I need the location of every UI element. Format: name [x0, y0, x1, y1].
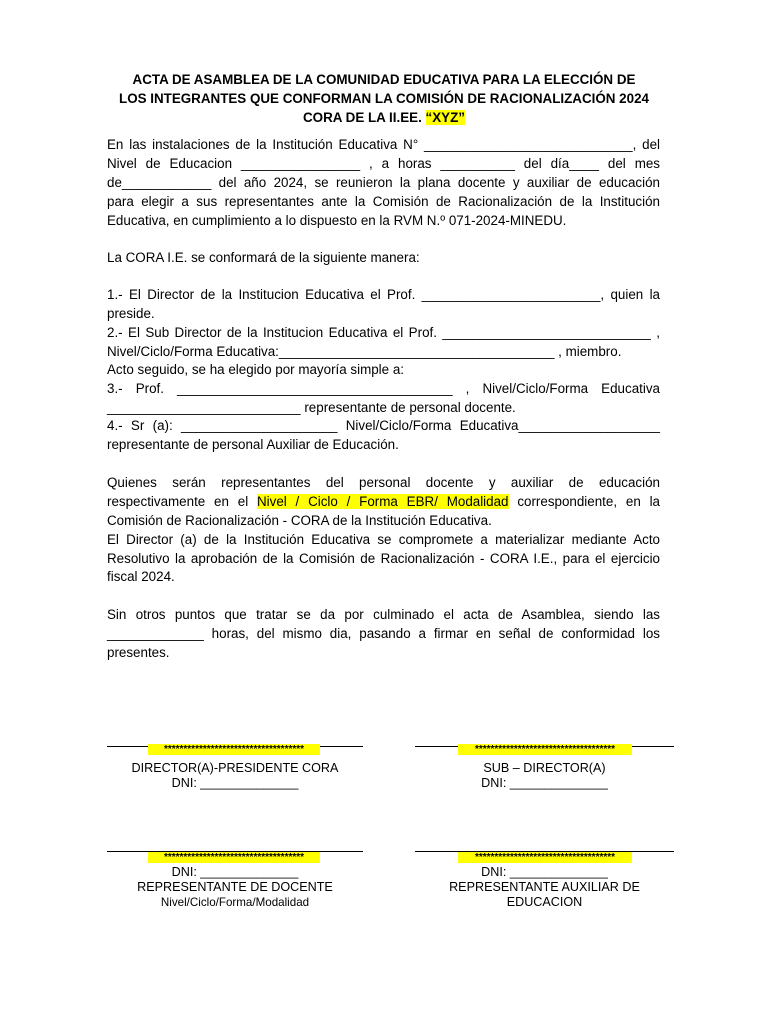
- closing-line-3: presentes.: [107, 645, 170, 660]
- reps-line-2-pre: respectivamente en el: [107, 494, 257, 509]
- auxiliar-stars: ************************************: [458, 852, 632, 863]
- closing-line-2: _____________ horas, del mismo dia, pasando a firmar en señal de conformidad los: [107, 626, 660, 641]
- reps-line-2-post: correspondiente, en la: [508, 494, 660, 509]
- docente-role: REPRESENTANTE DE DOCENTE: [137, 880, 333, 894]
- member-4-line-b: representante de personal Auxiliar de Educación.: [107, 437, 399, 452]
- intro-line-3: de____________ del año 2024, se reunieron la plana docente y auxiliar de educación: [107, 175, 660, 190]
- nivel-highlight: Nivel / Ciclo / Forma EBR/ Modalidad: [256, 494, 509, 509]
- docente-dni: DNI: ______________: [171, 865, 299, 879]
- sub-director-stars: ************************************: [458, 744, 632, 755]
- member-1-line-a: 1.- El Director de la Institucion Educativa el Prof. ________________________, quien la: [107, 287, 660, 302]
- school-name-highlight: “XYZ”: [425, 110, 465, 125]
- acto-seguido: Acto seguido, se ha elegido por mayoría simple a:: [107, 362, 404, 377]
- docente-stars: ************************************: [148, 852, 320, 863]
- reps-line-5: Resolutivo la aprobación de la Comisión de Racionalización - CORA I.E., para el ejercicio: [107, 551, 660, 566]
- auxiliar-role-line-1: REPRESENTANTE AUXILIAR DE: [449, 880, 640, 894]
- cora-intro: La CORA I.E. se conformará de la siguiente manera:: [107, 250, 420, 265]
- closing-line-1: Sin otros puntos que tratar se da por culminado el acta de Asamblea, siendo las: [107, 607, 660, 622]
- reps-line-6: fiscal 2024.: [107, 569, 175, 584]
- docente-level: Nivel/Ciclo/Forma/Modalidad: [160, 896, 310, 909]
- auxiliar-role-line-2: EDUCACION: [506, 895, 583, 909]
- director-dni: DNI: ______________: [171, 776, 299, 790]
- title-line-3: [104, 108, 664, 127]
- reps-line-4: El Director (a) de la Institución Educativa se compromete a materializar mediante Acto: [107, 532, 660, 547]
- director-role: DIRECTOR(A)-PRESIDENTE CORA: [131, 761, 339, 775]
- director-stars: ************************************: [148, 744, 320, 755]
- reps-line-2: [107, 492, 660, 511]
- member-3-line-b: __________________________ representante de personal docente.: [107, 400, 516, 415]
- title-line-3-text: CORA DE LA II.EE.: [303, 110, 426, 125]
- member-2-line-a: 2.- El Sub Director de la Institucion Educativa el Prof. ____________________________ ,: [107, 325, 660, 340]
- auxiliar-dni: DNI: ______________: [481, 865, 608, 879]
- member-2-line-b: Nivel/Ciclo/Forma Educativa:_____________________________________ , miembro.: [107, 344, 622, 359]
- intro-line-4: para elegir a sus representantes ante la Comisión de Racionalización de la Institución: [107, 194, 660, 209]
- reps-line-1: Quienes serán representantes del personal docente y auxiliar de educación: [107, 475, 660, 490]
- document-title: [104, 70, 664, 127]
- reps-line-3: Comisión de Racionalización - CORA de la Institución Educativa.: [107, 513, 492, 528]
- intro-line-2: Nivel de Educacion ________________ , a horas __________ del día____ del mes: [107, 156, 660, 171]
- sub-director-dni: DNI: ______________: [481, 776, 608, 790]
- member-1-line-b: preside.: [107, 306, 155, 321]
- intro-line-1: En las instalaciones de la Institución Educativa N° ____________________________, del: [107, 137, 660, 152]
- title-line-1: ACTA DE ASAMBLEA DE LA COMUNIDAD EDUCATIVA PARA LA ELECCIÓN DE: [132, 72, 636, 87]
- member-3-line-a: 3.- Prof. _____________________________________ , Nivel/Ciclo/Forma Educativa: [107, 381, 660, 396]
- intro-line-5: Educativa, en cumplimiento a lo dispuesto en la RVM N.º 071-2024-MINEDU.: [107, 213, 567, 228]
- member-4-line-a: 4.- Sr (a): _____________________ Nivel/Ciclo/Forma Educativa___________________: [107, 418, 660, 433]
- sub-director-role: SUB – DIRECTOR(A): [483, 761, 606, 775]
- title-line-2: LOS INTEGRANTES QUE CONFORMAN LA COMISIÓN DE RACIONALIZACIÓN 2024: [119, 91, 649, 106]
